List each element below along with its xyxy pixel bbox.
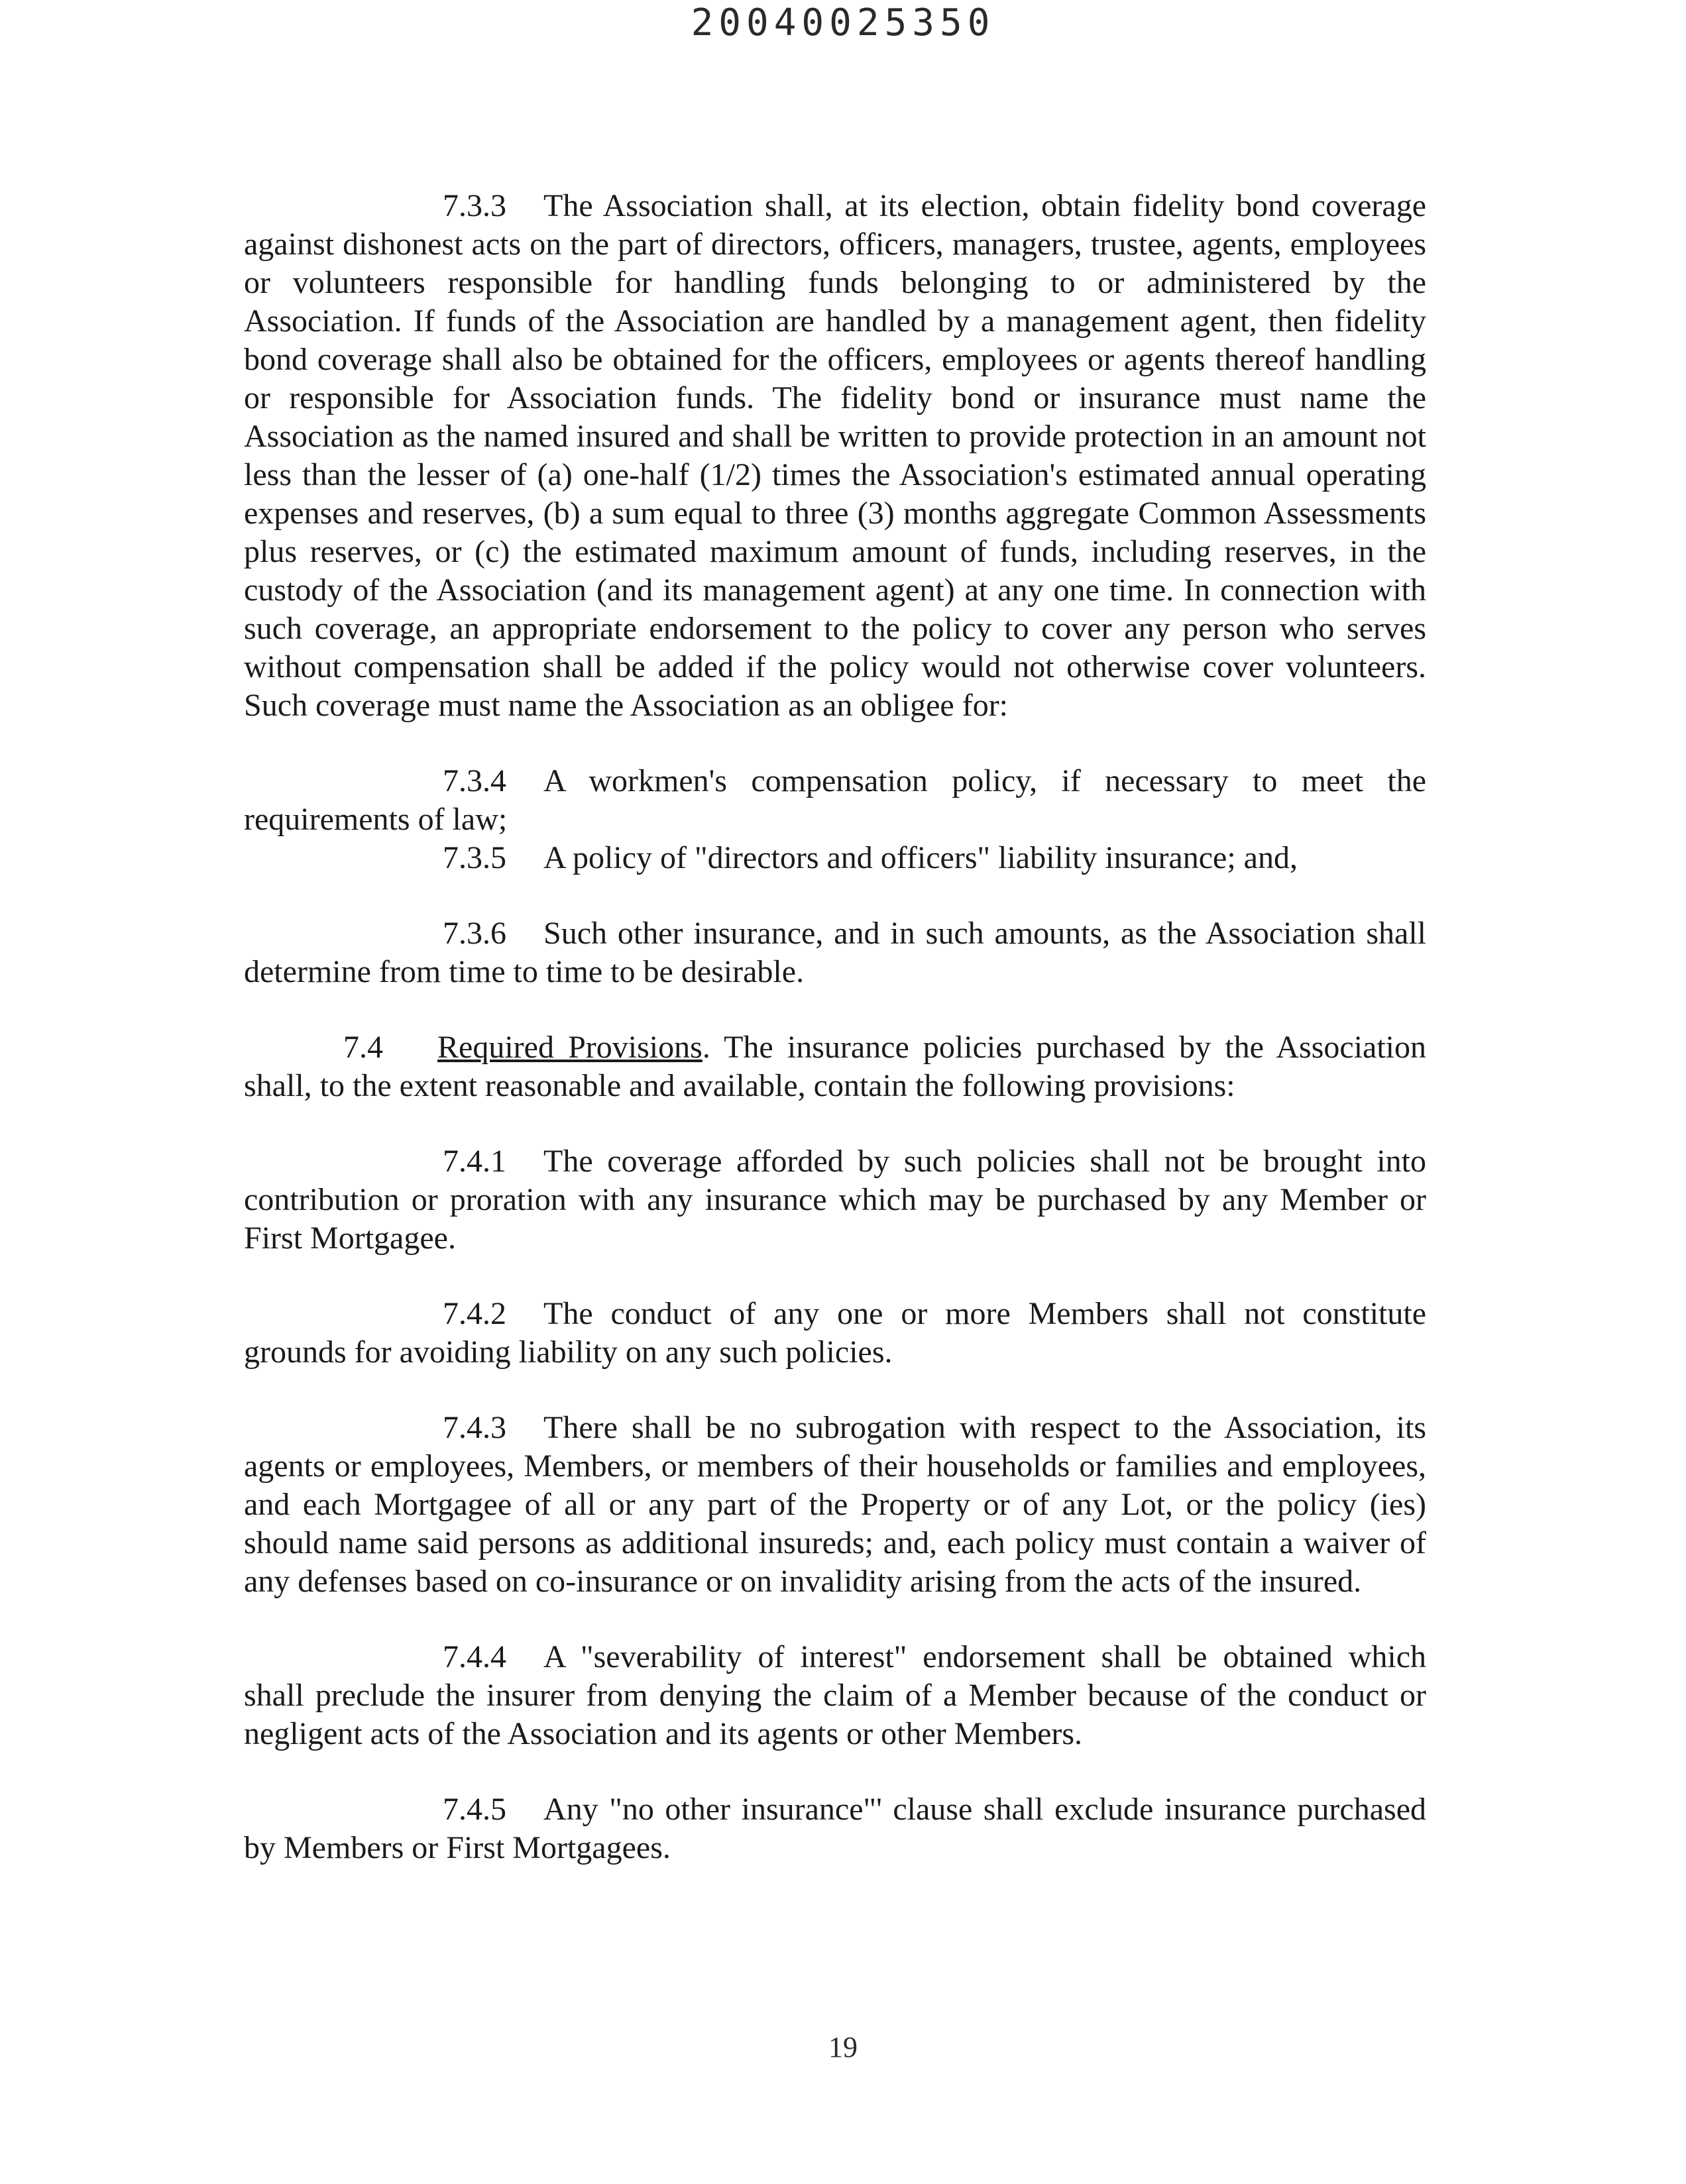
section-number: 7.4.5	[443, 1792, 506, 1827]
section-7-3-5	[244, 839, 1426, 877]
section-text: The conduct of any one or more Members shall not constitute grounds for avoiding liability on any such policies.	[244, 1296, 1426, 1370]
section-number: 7.4.3	[443, 1410, 506, 1445]
section-7-3-6	[244, 914, 1426, 991]
section-number: 7.3.5	[443, 840, 506, 875]
section-text: . The insurance policies purchased by the Association shall, to the extent reasonable and available, contain the following provisions:	[244, 1030, 1427, 1103]
section-text: Any "no other insurance"' clause shall exclude insurance purchased by Members or First Mortgagees.	[244, 1792, 1426, 1865]
section-number: 7.4.4	[443, 1639, 506, 1674]
section-number: 7.4.1	[443, 1144, 506, 1179]
section-text: A workmen's compensation policy, if necessary to meet the requirements of law;	[244, 763, 1426, 837]
section-number: 7.4.2	[443, 1296, 506, 1331]
section-7-4-3	[244, 1409, 1426, 1601]
section-text: A "severability of interest" endorsement shall be obtained which shall preclude the insurer from denying the claim of a Member because of the conduct or negligent acts of the Association and its agents or other Members.	[244, 1639, 1426, 1751]
section-text: Such other insurance, and in such amounts, as the Association shall determine from time to time to be desirable.	[244, 916, 1426, 989]
section-number: 7.4	[343, 1030, 383, 1065]
section-7-4-5	[244, 1790, 1426, 1867]
section-number: 7.3.6	[443, 916, 506, 951]
section-7-4-4	[244, 1638, 1426, 1753]
section-7-4	[244, 1028, 1426, 1105]
section-text: The Association shall, at its election, obtain fidelity bond coverage against dishonest acts on the part of directors, officers, managers, trustee, agents, employees or volunteers responsible for handling funds belonging to or administered by the Association. If funds of the Association are handled by a management agent, then fidelity bond coverage shall also be obtained for the officers, employees or agents thereof handling or responsible for Association funds. The fidelity bond or insurance must name the Association as the named insured and shall be written to provide protection in an amount not less than the lesser of (a) one-half (1/2) times the Association's estimated annual operating expenses and reserves, (b) a sum equal to three (3) months aggregate Common Assessments plus reserves, or (c) the estimated maximum amount of funds, including reserves, in the custody of the Association (and its management agent) at any one time. In connection with such coverage, an appropriate endorsement to the policy to cover any person who serves without compensation shall be added if the policy would not otherwise cover volunteers. Such coverage must name the Association as an obligee for:	[244, 188, 1426, 723]
section-7-4-1	[244, 1142, 1426, 1258]
section-heading: Required Provisions	[437, 1030, 702, 1065]
section-text: A policy of "directors and officers" liability insurance; and,	[543, 840, 1298, 875]
section-number: 7.3.4	[443, 763, 506, 798]
document-number: 20040025350	[691, 1, 995, 44]
section-number: 7.3.3	[443, 188, 506, 223]
section-7-3-4	[244, 762, 1426, 839]
section-7-3-3	[244, 187, 1426, 725]
page-number: 19	[828, 2031, 858, 2063]
section-text: The coverage afforded by such policies shall not be brought into contribution or proration with any insurance which may be purchased by any Member or First Mortgagee.	[244, 1144, 1426, 1256]
document-body	[244, 187, 1426, 1867]
section-7-4-2	[244, 1295, 1426, 1372]
section-text: There shall be no subrogation with respect to the Association, its agents or employees, Members, or members of their households or families and employees, and each Mortgagee of all or any part of the Property or of any Lot, or the policy (ies) should name said persons as additional insureds; and, each policy must contain a waiver of any defenses based on co-insurance or on invalidity arising from the acts of the insured.	[244, 1410, 1426, 1599]
